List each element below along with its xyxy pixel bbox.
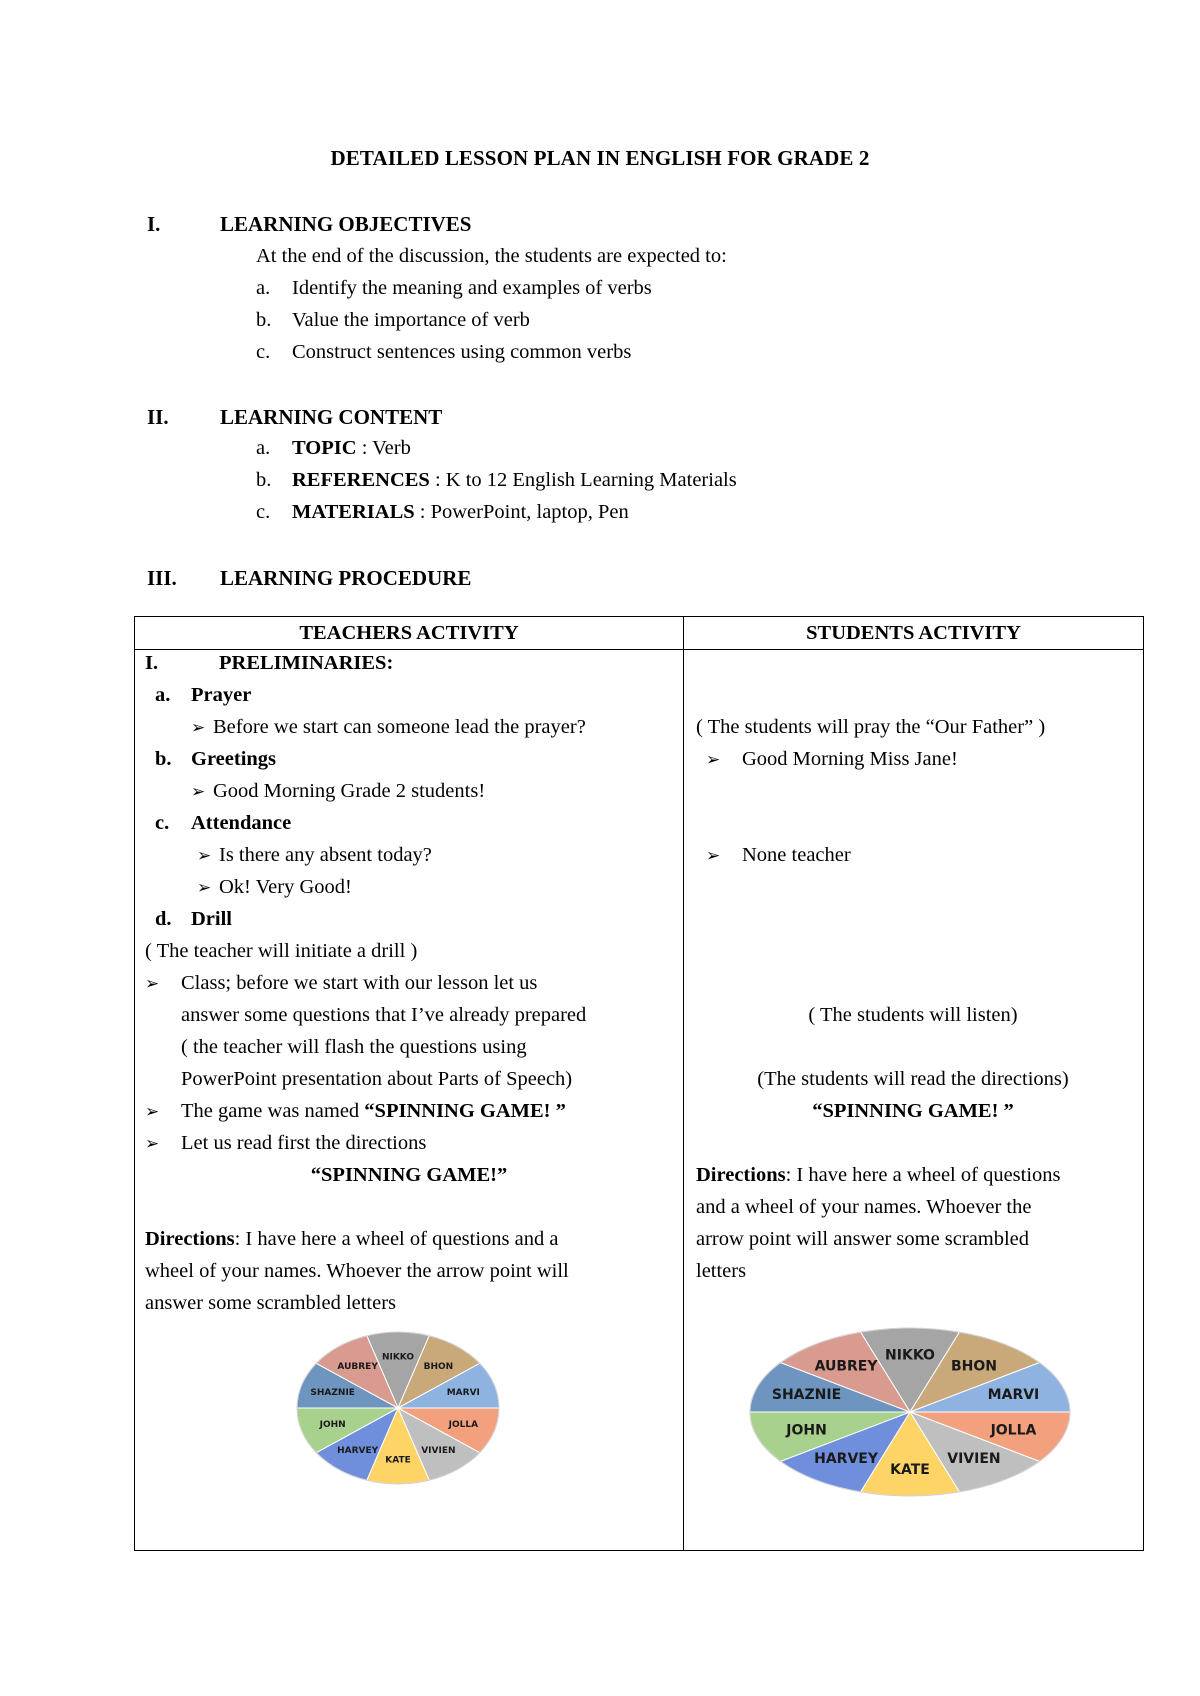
teacher-column [135,650,684,1551]
content-item-topic: TOPIC : Verb [292,437,411,459]
wheel-slice-label: BHON [423,1362,454,1373]
section-3-title: LEARNING PROCEDURE [220,566,472,590]
arrow-bullet-icon: ➢ [191,718,206,737]
prelim-number: I. [145,652,159,674]
prayer-letter: a. [155,684,171,706]
section-2-title: LEARNING CONTENT [220,405,443,429]
wheel-slice-label: JOLLA [448,1419,479,1430]
attend-question: ➢ Is there any absent today? [197,844,432,866]
greet-item: ➢ Good Morning Grade 2 students! [191,780,486,802]
activity-table [134,616,1144,1551]
wheel-slice-label: NIKKO [381,1352,415,1363]
greet-title: Greetings [191,748,277,770]
arrow-bullet-icon: ➢ [145,974,160,993]
student-none: ➢ None teacher [706,844,851,866]
student-directions-line: and a wheel of your names. Whoever the [696,1196,1032,1218]
student-pray: ( The students will pray the “Our Father” ) [696,716,1046,738]
objective-letter: a. [256,277,271,299]
attend-letter: c. [155,812,170,834]
drill-title: Drill [191,908,232,930]
game-title: “SPINNING GAME!” [310,1164,508,1186]
section-3-number: III. [147,566,177,590]
prelim-title: PRELIMINARIES: [219,652,394,674]
directions-first-line: ➢ Let us read first the directions [145,1132,427,1154]
objective-text: Construct sentences using common verbs [292,341,632,363]
student-column [684,650,1144,1551]
wheel-slice-label: MARVI [446,1388,480,1399]
student-directions-line: letters [696,1260,747,1282]
section-1-title: LEARNING OBJECTIVES [220,212,472,236]
objective-letter: c. [256,341,271,363]
wheel-slice-label: VIVIEN [421,1445,456,1456]
objectives-intro: At the end of the discussion, the students are expected to: [256,245,727,267]
content-item-materials: MATERIALS : PowerPoint, laptop, Pen [292,501,629,523]
section-1-number: I. [147,212,161,236]
arrow-bullet-icon: ➢ [706,750,721,769]
drill-line: ( the teacher will flash the questions using [181,1036,527,1058]
section-2-number: II. [147,405,169,429]
drill-letter: d. [155,908,172,930]
student-game-title: “SPINNING GAME! ” [812,1100,1014,1122]
wheel-slice-label: KATE [385,1455,411,1466]
objective-text: Identify the meaning and examples of verbs [292,277,652,299]
wheel-slice-label: AUBREY [814,1358,878,1375]
directions-line: Directions: I have here a wheel of questions and a [145,1228,559,1250]
wheel-slice-label: SHAZNIE [771,1387,842,1404]
attend-ok: ➢ Ok! Very Good! [197,876,352,898]
student-greet: ➢ Good Morning Miss Jane! [706,748,958,770]
wheel-slice-label: AUBREY [337,1362,378,1373]
student-listen: ( The students will listen) [808,1004,1018,1026]
greet-letter: b. [155,748,172,770]
content-letter: c. [256,501,271,523]
drill-note: ( The teacher will initiate a drill ) [145,940,418,962]
wheel-slice-label: BHON [950,1358,997,1375]
wheel-slice-label: HARVEY [337,1445,379,1456]
student-directions-line: Directions: I have here a wheel of questions [696,1164,1061,1186]
name-wheel-image [748,1326,1072,1498]
content-letter: b. [256,469,272,491]
prayer-title: Prayer [191,684,252,706]
student-directions-line: arrow point will answer some scrambled [696,1228,1030,1250]
name-wheel-image [295,1330,501,1486]
objective-text: Value the importance of verb [292,309,530,331]
drill-line: PowerPoint presentation about Parts of Speech) [181,1068,573,1090]
arrow-bullet-icon: ➢ [145,1134,160,1153]
teachers-activity-header: TEACHERS ACTIVITY [135,617,684,650]
attend-title: Attendance [191,812,292,834]
wheel-slice-label: NIKKO [885,1347,935,1364]
document-title: DETAILED LESSON PLAN IN ENGLISH FOR GRADE 2 [330,146,870,170]
drill-line: ➢ Class; before we start with our lesson let us [145,972,538,994]
content-letter: a. [256,437,271,459]
wheel-slice-label: SHAZNIE [310,1388,355,1399]
students-activity-header: STUDENTS ACTIVITY [684,617,1144,650]
drill-line: answer some questions that I’ve already prepared [181,1004,587,1026]
wheel-slice-label: JOLLA [990,1422,1037,1439]
wheel-slice-label: MARVI [987,1387,1040,1404]
student-read: (The students will read the directions) [757,1068,1069,1090]
arrow-bullet-icon: ➢ [145,1102,160,1121]
arrow-bullet-icon: ➢ [191,782,206,801]
game-name-line: ➢ The game was named “SPINNING GAME! ” [145,1100,566,1122]
wheel-slice-label: VIVIEN [947,1450,1001,1467]
wheel-slice-label: HARVEY [814,1450,878,1467]
wheel-slice-label: JOHN [319,1419,346,1430]
content-item-references: REFERENCES : K to 12 English Learning Materials [292,469,737,491]
arrow-bullet-icon: ➢ [197,846,212,865]
wheel-slice-label: KATE [890,1461,930,1478]
arrow-bullet-icon: ➢ [197,878,212,897]
arrow-bullet-icon: ➢ [706,846,721,865]
wheel-slice-label: JOHN [786,1422,827,1439]
directions-line: answer some scrambled letters [145,1292,397,1314]
objective-letter: b. [256,309,272,331]
prayer-item: ➢ Before we start can someone lead the prayer? [191,716,586,738]
directions-line: wheel of your names. Whoever the arrow point will [145,1260,569,1282]
